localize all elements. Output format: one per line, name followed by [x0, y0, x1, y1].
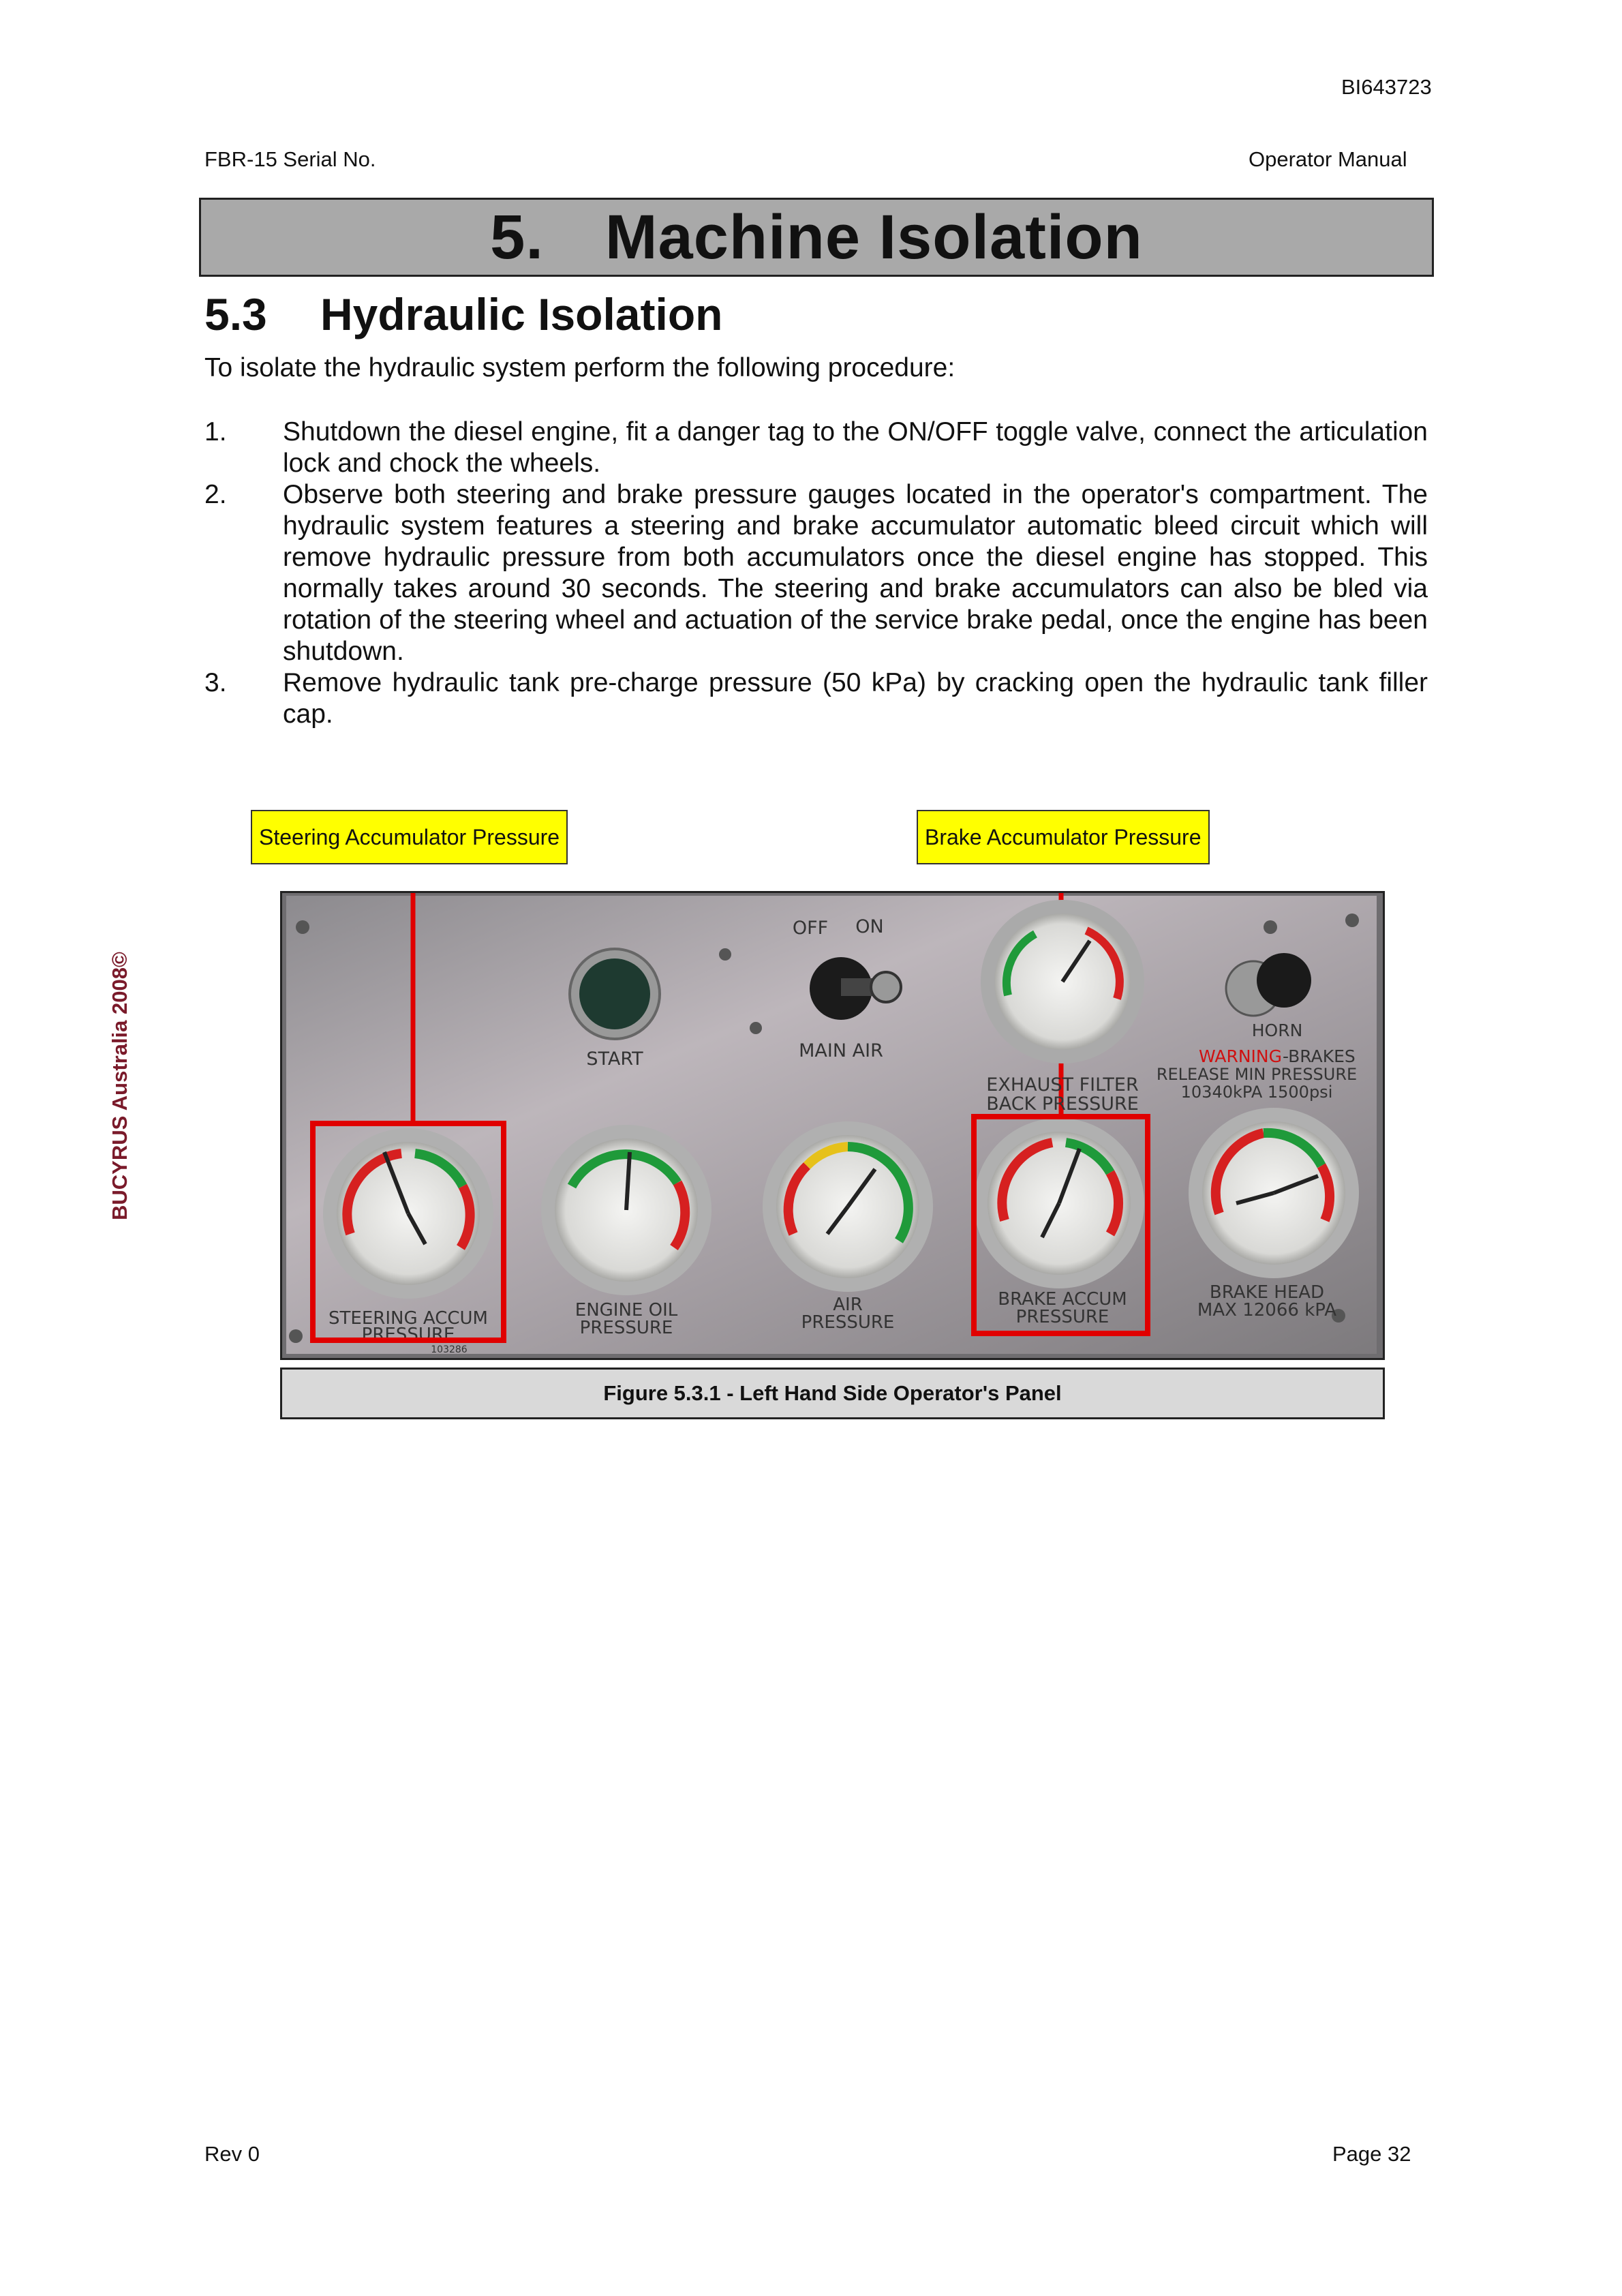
engine-oil-label-1: ENGINE OIL	[575, 1300, 678, 1320]
start-label: START	[586, 1048, 643, 1070]
brake-callout: Brake Accumulator Pressure	[917, 810, 1210, 864]
chapter-number: 5.	[490, 202, 544, 272]
exhaust-label-1: EXHAUST FILTER	[986, 1074, 1139, 1096]
plate-number: 103286	[431, 1344, 468, 1355]
air-pressure-label-2: PRESSURE	[801, 1312, 895, 1333]
serial-number-label: FBR-15 Serial No.	[204, 147, 376, 171]
warning-word: WARNING	[1199, 1046, 1282, 1066]
air-pressure-label-1: AIR	[833, 1295, 863, 1315]
steering-callout: Steering Accumulator Pressure	[251, 810, 568, 864]
section-number: 5.3	[204, 289, 267, 339]
list-item	[204, 479, 1428, 667]
engine-oil-gauge	[541, 1125, 711, 1295]
section-title: Hydraulic Isolation	[320, 289, 723, 339]
horn-button	[1257, 953, 1311, 1008]
steering-gauge-label-2: PRESSURE	[361, 1325, 455, 1345]
steering-gauge-label-1: STEERING ACCUM	[328, 1308, 488, 1329]
brake-head-label-2: MAX 12066 kPA	[1197, 1300, 1337, 1320]
start-button	[579, 958, 650, 1029]
operator-panel-photo	[280, 891, 1385, 1360]
horn-label: HORN	[1251, 1021, 1303, 1040]
figure-caption: Figure 5.3.1 - Left Hand Side Operator's Panel	[280, 1368, 1385, 1419]
step-text: Shutdown the diesel engine, fit a danger tag to the ON/OFF toggle valve, connect the articulation lock and chock the wheels.	[283, 417, 1428, 478]
footer-revision: Rev 0	[204, 2142, 260, 2166]
footer-page-number: Page 32	[1332, 2142, 1411, 2166]
step-number: 2.	[204, 480, 227, 509]
steering-accum-gauge	[323, 1128, 493, 1299]
brake-accum-label-1: BRAKE ACCUM	[998, 1289, 1127, 1310]
warning-line-2: RELEASE MIN PRESSURE	[1156, 1065, 1358, 1084]
brake-head-label-1: BRAKE HEAD	[1209, 1282, 1325, 1303]
document-id: BI643723	[1341, 75, 1432, 99]
warning-line-3: 10340kPA 1500psi	[1180, 1083, 1333, 1102]
brake-accum-label-2: PRESSURE	[1015, 1307, 1110, 1327]
step-text: Remove hydraulic tank pre-charge pressure (50 kPa) by cracking open the hydraulic tank filler cap.	[283, 668, 1428, 729]
step-number: 1.	[204, 417, 227, 447]
step-number: 3.	[204, 668, 227, 697]
air-pressure-gauge	[763, 1121, 933, 1292]
main-air-label: MAIN AIR	[799, 1040, 883, 1061]
engine-oil-label-2: PRESSURE	[579, 1318, 673, 1338]
toggle-on-label: ON	[855, 916, 884, 937]
exhaust-label-2: BACK PRESSURE	[986, 1093, 1139, 1115]
procedure-list	[204, 417, 1428, 730]
step-text: Observe both steering and brake pressure gauges located in the operator's compartment. The hydraulic system features a steering and brake accumulator automatic bleed circuit which will remove hydraulic pressure from both accumulators once the diesel engine has stopped. This normally takes around 30 seconds. The steering and brake accumulators can also be bled via rotation of the steering wheel and actuation of the service brake pedal, once the engine has been shutdown.	[283, 480, 1428, 666]
intro-paragraph: To isolate the hydraulic system perform the following procedure:	[204, 353, 955, 382]
toggle-off-label: OFF	[792, 918, 829, 939]
brake-head-gauge	[1189, 1108, 1359, 1278]
warning-line-1: -BRAKES	[1283, 1046, 1356, 1066]
list-item	[204, 417, 1428, 479]
manual-label: Operator Manual	[1249, 147, 1407, 171]
brake-accum-gauge	[974, 1118, 1144, 1288]
list-item	[204, 667, 1428, 730]
chapter-heading	[199, 202, 1434, 273]
sidebar-copyright: BUCYRUS Australia 2008©	[108, 952, 132, 1220]
chapter-title: Machine Isolation	[605, 202, 1143, 272]
